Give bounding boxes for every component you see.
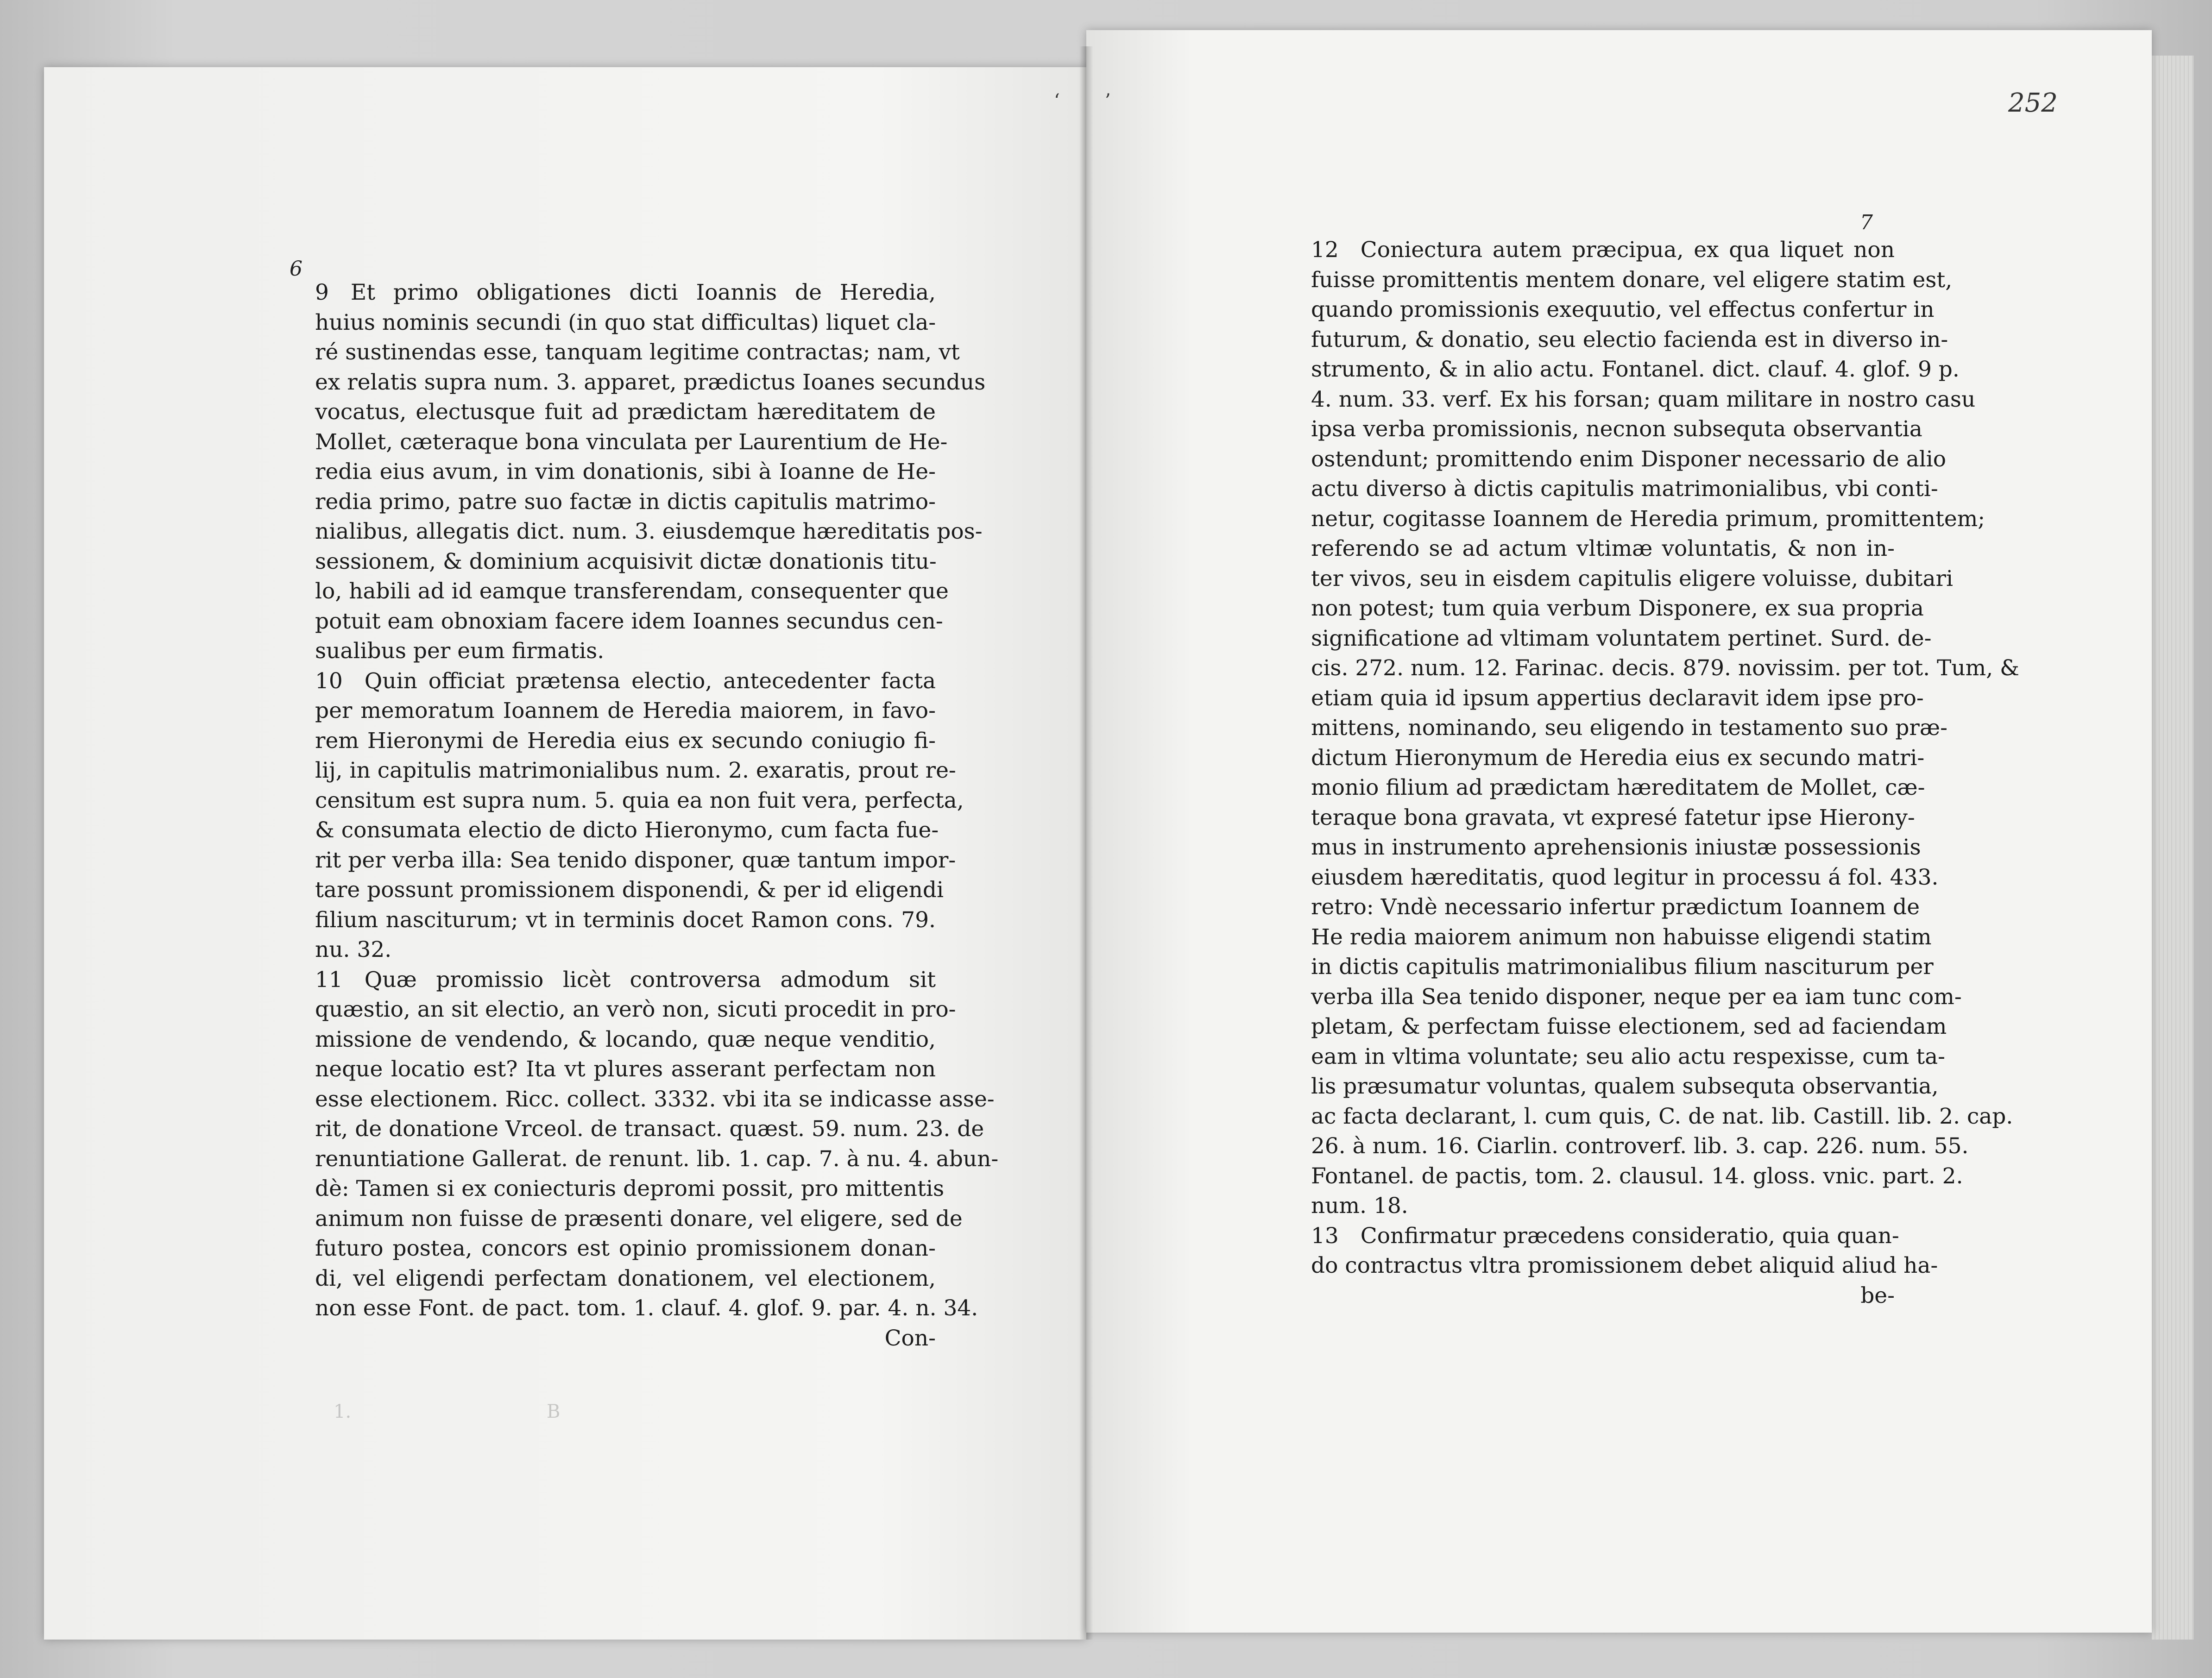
text-line: 9 Et primo obligationes dicti Ioannis de Heredia, — [315, 280, 936, 305]
right-page-number: 7 — [1860, 211, 1873, 234]
left-page-number: 6 — [290, 257, 302, 281]
text-line: rit, de donatione Vrceol. de transact. quæst. 59. num. 23. de — [315, 1116, 984, 1142]
text-line: redia primo, patre suo factæ in dictis capitulis matrimo- — [315, 489, 936, 515]
text-line: quæstio, an sit electio, an verò non, sicuti procedit in pro- — [315, 997, 956, 1022]
text-line: lis præsumatur voluntas, qualem subsequta observantia, — [1311, 1074, 1939, 1099]
text-line: animum non fuisse de præsenti donare, vel eligere, sed de — [315, 1206, 963, 1232]
text-line: 10 Quin officiat prætensa electio, antecedenter facta — [315, 668, 936, 694]
text-line: verba illa Sea tenido disponer, neque per ea iam tunc com- — [1311, 984, 1962, 1010]
text-line: strumento, & in alio actu. Fontanel. dict. clauf. 4. glof. 9 p. — [1311, 357, 1960, 382]
text-line: ex relatis supra num. 3. apparet, prædictus Ioanes secundus — [315, 369, 986, 395]
text-line: filium nasciturum; vt in terminis docet Ramon cons. 79. — [315, 907, 936, 933]
text-line: mus in instrumento aprehensionis iniustæ possessionis — [1311, 835, 1921, 860]
text-line: ac facta declarant, l. cum quis, C. de nat. lib. Castill. lib. 2. cap. — [1311, 1103, 2013, 1129]
text-line: eam in vltima voluntate; seu alio actu respexisse, cum ta- — [1311, 1043, 1945, 1069]
text-line: per memoratum Ioannem de Heredia maiorem, in favo- — [315, 698, 936, 723]
text-line: actu diverso à dictis capitulis matrimonialibus, vbi conti- — [1311, 476, 1938, 502]
text-line: teraque bona gravata, vt expresé fatetur ipse Hierony- — [1311, 804, 1915, 830]
text-line: missione de vendendo, & locando, quæ neque venditio, — [315, 1026, 936, 1052]
text-line: netur, cogitasse Ioannem de Heredia primum, promittentem; — [1311, 506, 1985, 532]
text-line: esse electionem. Ricc. collect. 3332. vbi ita se indicasse asse- — [315, 1086, 995, 1112]
text-line: lo, habili ad id eamque transferendam, consequenter que — [315, 578, 949, 604]
text-line: rit per verba illa: Sea tenido disponer, quæ tantum impor- — [315, 847, 956, 873]
text-line: lij, in capitulis matrimonialibus num. 2. exaratis, prout re- — [315, 758, 956, 783]
text-line: do contractus vltra promissionem debet aliquid aliud ha- — [1311, 1253, 1938, 1278]
text-line: ré sustinendas esse, tanquam legitime contractas; nam, vt — [315, 339, 960, 365]
text-line: non potest; tum quia verbum Disponere, ex sua propria — [1311, 596, 1924, 621]
text-line: num. 18. — [1311, 1193, 1408, 1219]
text-line: & consumata electio de dicto Hieronymo, cum facta fue- — [315, 817, 939, 843]
text-line: be- — [1860, 1282, 1895, 1308]
text-line: significatione ad vltimam voluntatem pertinet. Surd. de- — [1311, 625, 1932, 651]
text-line: 4. num. 33. verf. Ex his forsan; quam militare in nostro casu — [1311, 386, 1976, 412]
text-line: 13 Confirmatur præcedens consideratio, quia quan- — [1311, 1223, 1899, 1249]
text-line: 11 Quæ promissio licèt controversa admodum sit — [315, 967, 936, 993]
right-text-column — [1311, 235, 2019, 1311]
text-line: cis. 272. num. 12. Farinac. decis. 879. novissim. per tot. Tum, & — [1311, 655, 2019, 681]
book-gutter — [1079, 46, 1093, 1640]
text-line: 26. à num. 16. Ciarlin. controverf. lib. 3. cap. 226. num. 55. — [1311, 1133, 1969, 1159]
gutter-mark-left: ‘ — [1054, 90, 1060, 112]
text-line: huius nominis secundi (in quo stat difficultas) liquet cla- — [315, 309, 936, 335]
text-line: nialibus, allegatis dict. num. 3. eiusdemque hæreditatis pos- — [315, 519, 983, 544]
text-line: Con- — [884, 1325, 936, 1351]
text-line: mittens, nominando, seu eligendo in testamento suo præ- — [1311, 715, 1947, 741]
text-line: pletam, & perfectam fuisse electionem, sed ad faciendam — [1311, 1014, 1947, 1039]
text-line: quando promissionis exequutio, vel effectus confertur in — [1311, 297, 1935, 322]
folio-number: 252 — [2008, 88, 2058, 118]
text-line: futurum, & donatio, seu electio facienda est in diverso in- — [1311, 327, 1948, 352]
text-line: ostendunt; promittendo enim Disponer necessario de alio — [1311, 446, 1947, 472]
text-line: 12 Coniectura autem præcipua, ex qua liquet non — [1311, 237, 1895, 263]
text-line: eiusdem hæreditatis, quod legitur in processu á fol. 433. — [1311, 864, 1939, 890]
text-line: rem Hieronymi de Heredia eius ex secundo coniugio fi- — [315, 728, 936, 754]
text-line: sessionem, & dominium acquisivit dictæ donationis titu- — [315, 548, 937, 574]
text-line: nu. 32. — [315, 937, 392, 962]
text-line: neque locatio est? Ita vt plures asserant perfectam non — [315, 1056, 936, 1082]
gutter-mark-right: ’ — [1105, 90, 1111, 112]
text-line: dictum Hieronymum de Heredia eius ex secundo matri- — [1311, 745, 1925, 771]
text-line: di, vel eligendi perfectam donationem, vel electionem, — [315, 1265, 936, 1291]
text-line: referendo se ad actum vltimæ voluntatis, & non in- — [1311, 536, 1895, 561]
text-line: He redia maiorem animum non habuisse eligendi statim — [1311, 924, 1932, 950]
page-edges — [2152, 56, 2193, 1640]
text-line: etiam quia id ipsum appertius declaravit idem ipse pro- — [1311, 685, 1924, 711]
text-line: non esse Font. de pact. tom. 1. clauf. 4. glof. 9. par. 4. n. 34. — [315, 1295, 978, 1321]
text-line: renuntiatione Gallerat. de renunt. lib. 1. cap. 7. à nu. 4. abun- — [315, 1146, 999, 1172]
bleed-through-mark: 1. — [334, 1401, 352, 1422]
text-line: ipsa verba promissionis, necnon subsequta observantia — [1311, 416, 1922, 442]
text-line: sualibus per eum firmatis. — [315, 638, 605, 664]
left-text-column — [315, 278, 999, 1353]
text-line: vocatus, electusque fuit ad prædictam hæreditatem de — [315, 399, 936, 425]
text-line: in dictis capitulis matrimonialibus filium nasciturum per — [1311, 954, 1934, 980]
text-line: redia eius avum, in vim donationis, sibi à Ioanne de He- — [315, 459, 936, 484]
text-line: futuro postea, concors est opinio promissionem donan- — [315, 1236, 936, 1261]
text-line: ter vivos, seu in eisdem capitulis eligere voluisse, dubitari — [1311, 566, 1954, 591]
text-line: Mollet, cæteraque bona vinculata per Laurentium de He- — [315, 429, 948, 455]
text-line: retro: Vndè necessario infertur prædictum Ioannem de — [1311, 894, 1920, 920]
text-line: monio filium ad prædictam hæreditatem de Mollet, cæ- — [1311, 775, 1925, 800]
text-line: potuit eam obnoxiam facere idem Ioannes secundus cen- — [315, 608, 943, 634]
text-line: dè: Tamen si ex coniecturis depromi possit, pro mittentis — [315, 1176, 945, 1201]
text-line: fuisse promittentis mentem donare, vel eligere statim est, — [1311, 267, 1953, 293]
bleed-through-mark: B — [547, 1401, 561, 1422]
text-line: censitum est supra num. 5. quia ea non fuit vera, perfecta, — [315, 787, 964, 813]
text-line: tare possunt promissionem disponendi, & per id eligendi — [315, 877, 944, 903]
text-line: Fontanel. de pactis, tom. 2. clausul. 14. gloss. vnic. part. 2. — [1311, 1163, 1963, 1189]
